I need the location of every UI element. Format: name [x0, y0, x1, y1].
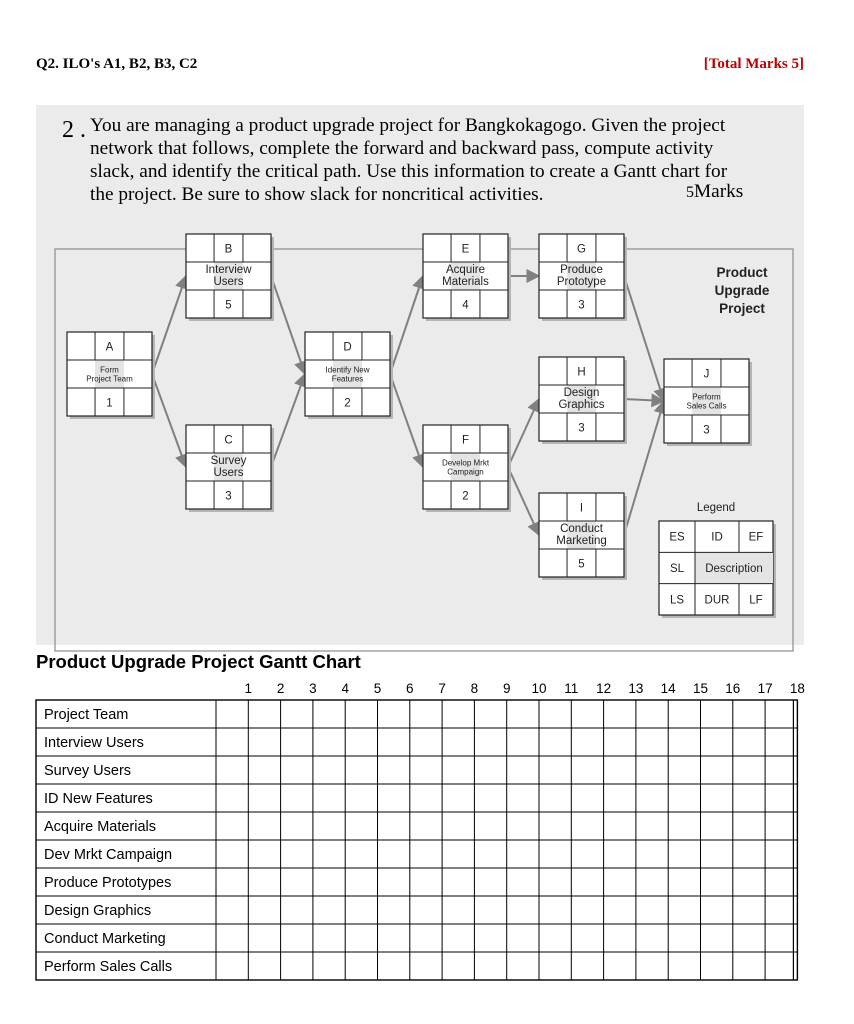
diagram-title-line: Project: [719, 301, 765, 316]
legend-dur: DUR: [704, 594, 730, 607]
node-description: Prototype: [556, 276, 607, 288]
gantt-row-label: ID New Features: [44, 791, 153, 807]
node-duration: 5: [578, 558, 585, 571]
gantt-row-label: Design Graphics: [44, 903, 152, 919]
node-duration: 4: [462, 299, 469, 312]
node-description: Perform: [692, 392, 721, 402]
period-label: 8: [470, 681, 479, 696]
problem-marks-number: 5: [686, 184, 694, 201]
gantt-row-label: Conduct Marketing: [44, 931, 166, 947]
node-description: Project Team: [86, 374, 133, 384]
problem-line: the project. Be sure to show slack for noncritical activities.: [90, 184, 544, 205]
node-description: Features: [331, 374, 364, 384]
node-id: C: [224, 434, 233, 447]
node-description: Design: [563, 387, 600, 399]
period-label: 13: [628, 681, 644, 696]
legend-ls: LS: [669, 594, 685, 607]
gantt-row-label: Perform Sales Calls: [44, 959, 173, 975]
legend-lf: LF: [749, 594, 763, 607]
node-description: Survey: [210, 455, 247, 467]
legend-sl: SL: [669, 563, 685, 575]
node-duration: 2: [344, 397, 351, 410]
period-label: 10: [531, 681, 547, 696]
node-id: F: [461, 434, 470, 447]
period-label: 1: [244, 681, 253, 696]
node-description: Marketing: [556, 535, 607, 547]
gantt-row-label: Interview Users: [44, 735, 144, 751]
problem-line: slack, and identify the critical path. Use this information to create a Gantt chart for: [90, 161, 728, 182]
period-label: 7: [438, 681, 446, 696]
node-description: Graphics: [558, 399, 605, 411]
node-duration: 1: [106, 397, 113, 410]
period-label: 18: [789, 681, 805, 696]
node-id: B: [224, 243, 233, 256]
node-description: Interview: [205, 264, 252, 276]
total-marks: [Total Marks 5]: [703, 56, 804, 72]
node-duration: 5: [225, 299, 232, 312]
node-id: A: [105, 341, 114, 354]
gantt-row-label: Project Team: [44, 707, 129, 723]
node-duration: 2: [462, 490, 469, 503]
node-description: Form: [100, 365, 119, 375]
node-duration: 3: [225, 490, 232, 503]
legend-description: Description: [705, 563, 763, 575]
period-label: 5: [373, 681, 382, 696]
gantt-title: Product Upgrade Project Gantt Chart: [36, 651, 361, 672]
node-id: I: [579, 502, 584, 515]
question-heading: Q2. ILO's A1, B2, B3, C2: [36, 56, 198, 72]
period-label: 17: [757, 681, 773, 696]
node-description: Acquire: [446, 264, 485, 276]
problem-line: You are managing a product upgrade project for Bangkokagogo. Given the project: [90, 115, 726, 136]
node-description: Develop Mrkt: [441, 458, 490, 468]
problem-marks-word: Marks: [694, 181, 744, 202]
period-label: 6: [406, 681, 414, 696]
node-id: E: [461, 243, 470, 256]
problem-number: 2 .: [62, 117, 86, 143]
legend-id: ID: [711, 531, 723, 544]
period-label: 15: [692, 681, 709, 696]
gantt-row-label: Dev Mrkt Campaign: [44, 847, 173, 863]
node-description: Sales Calls: [686, 401, 727, 411]
period-label: 3: [309, 681, 317, 696]
diagram-title-line: Upgrade: [714, 283, 770, 298]
period-label: 16: [725, 681, 741, 696]
node-description: Materials: [442, 276, 489, 288]
legend-title: Legend: [696, 502, 736, 514]
node-id: D: [343, 341, 352, 354]
node-description: Conduct: [560, 523, 603, 535]
diagram-title-line: Product: [716, 265, 768, 280]
node-id: H: [577, 366, 586, 379]
legend-ef: EF: [748, 531, 764, 544]
node-description: Identify New: [325, 365, 370, 375]
period-label: 4: [341, 681, 349, 696]
node-description: Users: [213, 276, 244, 288]
period-label: 12: [596, 681, 612, 696]
node-id: J: [703, 368, 710, 381]
problem-line: network that follows, complete the forward and backward pass, compute activity: [90, 138, 714, 159]
node-id: G: [577, 243, 586, 256]
node-duration: 3: [578, 299, 585, 312]
period-label: 14: [660, 681, 676, 696]
node-duration: 3: [578, 422, 585, 435]
node-duration: 3: [703, 424, 710, 437]
period-label: 2: [276, 681, 285, 696]
legend-es: ES: [669, 531, 685, 544]
gantt-row-label: Acquire Materials: [44, 819, 157, 835]
node-description: Campaign: [447, 467, 484, 477]
period-label: 11: [564, 681, 579, 696]
node-description: Users: [213, 467, 244, 479]
gantt-row-label: Survey Users: [44, 763, 132, 779]
gantt-row-label: Produce Prototypes: [44, 875, 172, 891]
period-label: 9: [502, 681, 511, 696]
node-description: Produce: [560, 264, 603, 276]
